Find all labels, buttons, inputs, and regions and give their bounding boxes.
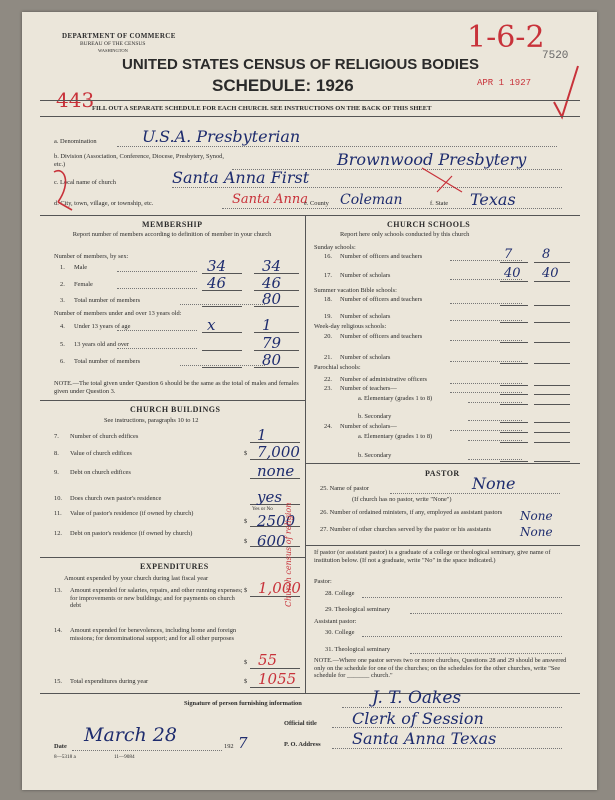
school-row-label: Summer vacation Bible schools: (314, 287, 397, 294)
state-value: Texas (470, 190, 516, 209)
date-label: Date (54, 743, 67, 750)
dollar-sign: $ (244, 518, 248, 525)
school-row-dots (450, 320, 522, 321)
membership-row-dots (117, 271, 197, 272)
q27-label: 27. Number of other churches served by the pastor or his assistants (320, 526, 492, 533)
po-address-label: P. O. Address (284, 741, 321, 748)
q25-label: 25. Name of pastor (320, 485, 369, 492)
expenditures-subtitle: Amount expended by your church during last fiscal year (64, 575, 209, 582)
building-row-value: 2500 (257, 512, 296, 530)
school-col1-line (500, 394, 528, 395)
school-row-label: Parochial schools: (314, 364, 361, 371)
school-row-label: Number of scholars (340, 354, 391, 361)
buildings-subtitle: See instructions, paragraphs 10 to 12 (104, 417, 199, 424)
signature-label: Signature of person furnishing information (184, 700, 302, 707)
school-col1-line (500, 442, 528, 443)
school-col1-line (500, 281, 528, 282)
expense-row-number: 15. (54, 678, 62, 685)
school-row-number: 20. (324, 333, 332, 340)
school-col2-line (534, 422, 570, 423)
building-row-label: Value of church edifices (70, 450, 132, 457)
city-label: d. City, town, village, or township, etc. (54, 200, 154, 207)
school-col2-line (534, 342, 570, 343)
denomination-value: U.S.A. Presbyterian (142, 127, 301, 146)
local-name-value: Santa Anna First (172, 168, 310, 187)
bureau-heading: BUREAU OF THE CENSUS (80, 41, 146, 47)
membership-col2-value: 1 (262, 316, 272, 334)
school-row-dots (450, 392, 522, 393)
school-col1-line (500, 422, 528, 423)
schedule-number: 7520 (542, 50, 569, 62)
membership-col1-line (202, 367, 242, 368)
school-col1-value: 7 (504, 247, 513, 262)
school-col1-value: 40 (504, 266, 521, 281)
school-row-label: b. Secondary (358, 413, 392, 420)
building-row-number: 10. (54, 495, 62, 502)
membership-col2-value: 80 (262, 351, 282, 369)
school-row-number: 23. (324, 385, 332, 392)
by-sex-heading: Number of members, by sex: (54, 253, 129, 260)
dollar-sign: $ (244, 678, 248, 685)
school-col1-line (500, 363, 528, 364)
expense-row-number: 13. (54, 587, 62, 594)
membership-note: NOTE.—The total given under Question 6 should be the same as the total of males and females given under Question 3. (54, 380, 299, 395)
membership-row-dots (117, 288, 197, 289)
school-row-dots (468, 459, 522, 460)
building-row-value: 600 (257, 532, 286, 550)
building-row-label: Value of pastor's residence (if owned by church) (70, 510, 194, 517)
membership-subtitle: Report number of members according to definition of member in your church (72, 231, 272, 238)
state-label: f. State (430, 200, 449, 207)
q30-label: 30. College (325, 629, 355, 636)
form-number-2: 11—9084 (114, 754, 135, 760)
school-row-label: Number of scholars— (340, 423, 397, 430)
pastor-title: PASTOR (425, 469, 460, 478)
membership-row-dots (180, 365, 265, 366)
membership-row-dots (180, 304, 265, 305)
school-col2-line (534, 281, 570, 282)
city-heading: WASHINGTON (98, 48, 128, 53)
school-col1-line (500, 432, 528, 433)
membership-row-dots (117, 330, 197, 331)
school-row-dots (450, 361, 522, 362)
school-col2-line (534, 404, 570, 405)
membership-row-label: 13 years old and over (74, 341, 130, 348)
school-col1-line (500, 305, 528, 306)
buildings-title: CHURCH BUILDINGS (130, 405, 221, 414)
under-over-heading: Number of members under and over 13 years old: (54, 310, 182, 317)
q29-label: 29. Theological seminary (325, 606, 391, 613)
school-col2-line (534, 363, 570, 364)
school-row-label: Number of officers and teachers (340, 333, 423, 340)
assistant-subheading: Assistant pastor: (314, 618, 357, 625)
school-col1-line (500, 385, 528, 386)
school-col1-line (500, 461, 528, 462)
expense-row-label: Amount expended for salaries, repairs, and other running expenses; for improvements or new buildings; and for payments on church debt (70, 587, 243, 610)
expense-row-value: 1055 (258, 670, 297, 688)
graduate-instruction: If pastor (or assistant pastor) is a graduate of a college or theological seminary, give name of institution below. (If not a graduate, write "No" in the space indicated.) (314, 549, 551, 564)
school-col2-line (534, 461, 570, 462)
department-heading: DEPARTMENT OF COMMERCE (62, 32, 176, 40)
membership-col2-value: 34 (262, 257, 282, 275)
school-row-number: 24. (324, 423, 332, 430)
q26-value: None (520, 509, 553, 523)
school-row-number: 22. (324, 376, 332, 383)
building-row-label: Does church own pastor's residence (70, 495, 162, 502)
building-row-number: 9. (54, 469, 59, 476)
membership-col1-line (202, 350, 242, 351)
building-row-number: 7. (54, 433, 59, 440)
q28-label: 28. College (325, 590, 355, 597)
membership-row-number: 2. (60, 281, 65, 288)
membership-title: MEMBERSHIP (142, 220, 203, 229)
school-row-label: Number of administrative officers (340, 376, 428, 383)
margin-vertical-note: Church census of religion (284, 502, 293, 607)
school-col2-line (534, 385, 570, 386)
membership-col1-value: 46 (207, 274, 227, 292)
pastor-subheading: Pastor: (314, 578, 332, 585)
pastor-note: NOTE.—Where one pastor serves two or more churches, Questions 28 and 29 should be answered only on the schedule for one of the churches; on the schedules for the other churches, write "See schedule for _______ church." (314, 657, 567, 680)
q31-label: 31. Theological seminary (325, 646, 391, 653)
handwritten-code-left: 443 (56, 88, 95, 112)
school-row-dots (450, 383, 522, 384)
expense-row-value: 55 (258, 651, 278, 669)
membership-row-label: Male (74, 264, 88, 271)
membership-col2-value: 46 (262, 274, 282, 292)
school-row-label: Number of scholars (340, 272, 391, 279)
school-col2-line (534, 394, 570, 395)
q25-note: (If church has no pastor, write "None") (352, 496, 452, 503)
school-row-label: Week-day religious schools: (314, 323, 387, 330)
date-value: March 28 (84, 724, 177, 746)
school-row-label: Sunday schools: (314, 244, 356, 251)
membership-col2-value: 79 (262, 334, 282, 352)
yes-no-hint: Yes or No (252, 506, 273, 512)
local-name-label: c. Local name of church (54, 179, 116, 186)
expenditures-title: EXPENDITURES (140, 562, 209, 571)
membership-col1-value: x (207, 316, 216, 334)
school-row-dots (450, 430, 522, 431)
schools-title: CHURCH SCHOOLS (387, 220, 471, 229)
membership-row-label: Under 13 years of age (74, 323, 131, 330)
membership-col2-line (254, 332, 299, 333)
form-title: UNITED STATES CENSUS OF RELIGIOUS BODIES (122, 56, 479, 73)
county-label: e. County (304, 200, 329, 207)
school-row-dots (468, 402, 522, 403)
expense-row-value: 1,000 (258, 579, 301, 597)
school-col2-line (534, 262, 570, 263)
school-row-number: 19. (324, 313, 332, 320)
official-title-value: Clerk of Session (352, 709, 484, 728)
official-title-label: Official title (284, 720, 317, 727)
received-date-stamp: APR 1 1927 (477, 78, 532, 88)
school-col1-line (500, 262, 528, 263)
membership-row-number: 3. (60, 297, 65, 304)
dollar-sign: $ (244, 659, 248, 666)
school-col2-value: 8 (542, 247, 551, 262)
building-row-label: Number of church edifices (70, 433, 139, 440)
building-row-number: 11. (54, 510, 62, 517)
date-year-prefix: 192 (224, 743, 234, 750)
membership-row-number: 5. (60, 341, 65, 348)
division-value: Brownwood Presbytery (337, 150, 527, 169)
instruction-banner: FILL OUT A SEPARATE SCHEDULE FOR EACH CHURCH. SEE INSTRUCTIONS ON THE BACK OF THIS SHEET (92, 105, 432, 112)
school-row-dots (450, 303, 522, 304)
handwritten-code-top: 1-6-2 (467, 20, 545, 55)
building-row-number: 12. (54, 530, 62, 537)
schools-subtitle: Report here only schools conducted by this church (340, 231, 470, 238)
membership-row-label: Total number of members (74, 358, 141, 365)
q27-value: None (520, 525, 553, 539)
school-row-label: Number of scholars (340, 313, 391, 320)
dollar-sign: $ (244, 538, 248, 545)
school-col2-line (534, 432, 570, 433)
schedule-title: SCHEDULE: 1926 (212, 76, 354, 95)
expense-row-label: Amount expended for benevolences, including home and foreign missions; for denominational support; and for all other purposes (70, 627, 237, 642)
membership-row-label: Female (74, 281, 93, 288)
q26-label: 26. Number of ordained ministers, if any, employed as assistant pastors (320, 509, 503, 516)
po-address-value: Santa Anna Texas (352, 729, 497, 748)
school-row-label: a. Elementary (grades 1 to 8) (358, 395, 433, 402)
membership-row-number: 6. (60, 358, 65, 365)
school-row-number: 18. (324, 296, 332, 303)
membership-col1-value: 34 (207, 257, 227, 275)
school-row-number: 17. (324, 272, 332, 279)
division-label: b. Division (Association, Conference, Diocese, Presbytery, Synod, etc.) (54, 153, 224, 168)
census-schedule-sheet (22, 12, 597, 790)
signature-value: J. T. Oakes (372, 688, 462, 708)
school-row-number: 16. (324, 253, 332, 260)
red-check-mark (552, 62, 582, 122)
school-row-label: b. Secondary (358, 452, 392, 459)
school-col2-line (534, 442, 570, 443)
building-row-number: 8. (54, 450, 59, 457)
building-row-value: 1 (257, 426, 267, 444)
school-col2-line (534, 305, 570, 306)
county-value: Coleman (340, 192, 403, 208)
membership-row-number: 1. (60, 264, 65, 271)
building-row-label: Debt on pastor's residence (if owned by church) (70, 530, 193, 537)
building-row-value: none (257, 462, 295, 480)
school-row-label: Number of officers and teachers (340, 253, 423, 260)
school-row-label: Number of officers and teachers (340, 296, 423, 303)
dollar-sign: $ (244, 587, 248, 594)
school-row-label: Number of teachers— (340, 385, 397, 392)
city-value: Santa Anna (232, 192, 309, 207)
building-row-value: 7,000 (257, 443, 300, 461)
membership-row-number: 4. (60, 323, 65, 330)
school-col1-line (500, 322, 528, 323)
expense-row-label: Total expenditures during year (70, 678, 149, 685)
membership-col2-value: 80 (262, 290, 282, 308)
denomination-label: a. Denomination (54, 138, 97, 145)
school-row-label: a. Elementary (grades 1 to 8) (358, 433, 433, 440)
school-row-dots (468, 440, 522, 441)
school-row-dots (468, 420, 522, 421)
form-number: 8—5318 a (54, 754, 76, 760)
expense-row-number: 14. (54, 627, 62, 634)
school-col2-line (534, 322, 570, 323)
school-col2-value: 40 (542, 266, 559, 281)
school-col1-line (500, 342, 528, 343)
membership-col1-line (202, 306, 242, 307)
building-row-label: Debt on church edifices (70, 469, 131, 476)
q25-value: None (472, 474, 516, 493)
dollar-sign: $ (244, 450, 248, 457)
school-row-number: 21. (324, 354, 332, 361)
date-year-digit: 7 (238, 734, 248, 752)
red-correction-marks (42, 162, 542, 222)
membership-row-dots (117, 348, 197, 349)
building-row-value: yes (257, 488, 283, 506)
membership-row-label: Total number of members (74, 297, 141, 304)
school-row-dots (450, 340, 522, 341)
school-col1-line (500, 404, 528, 405)
